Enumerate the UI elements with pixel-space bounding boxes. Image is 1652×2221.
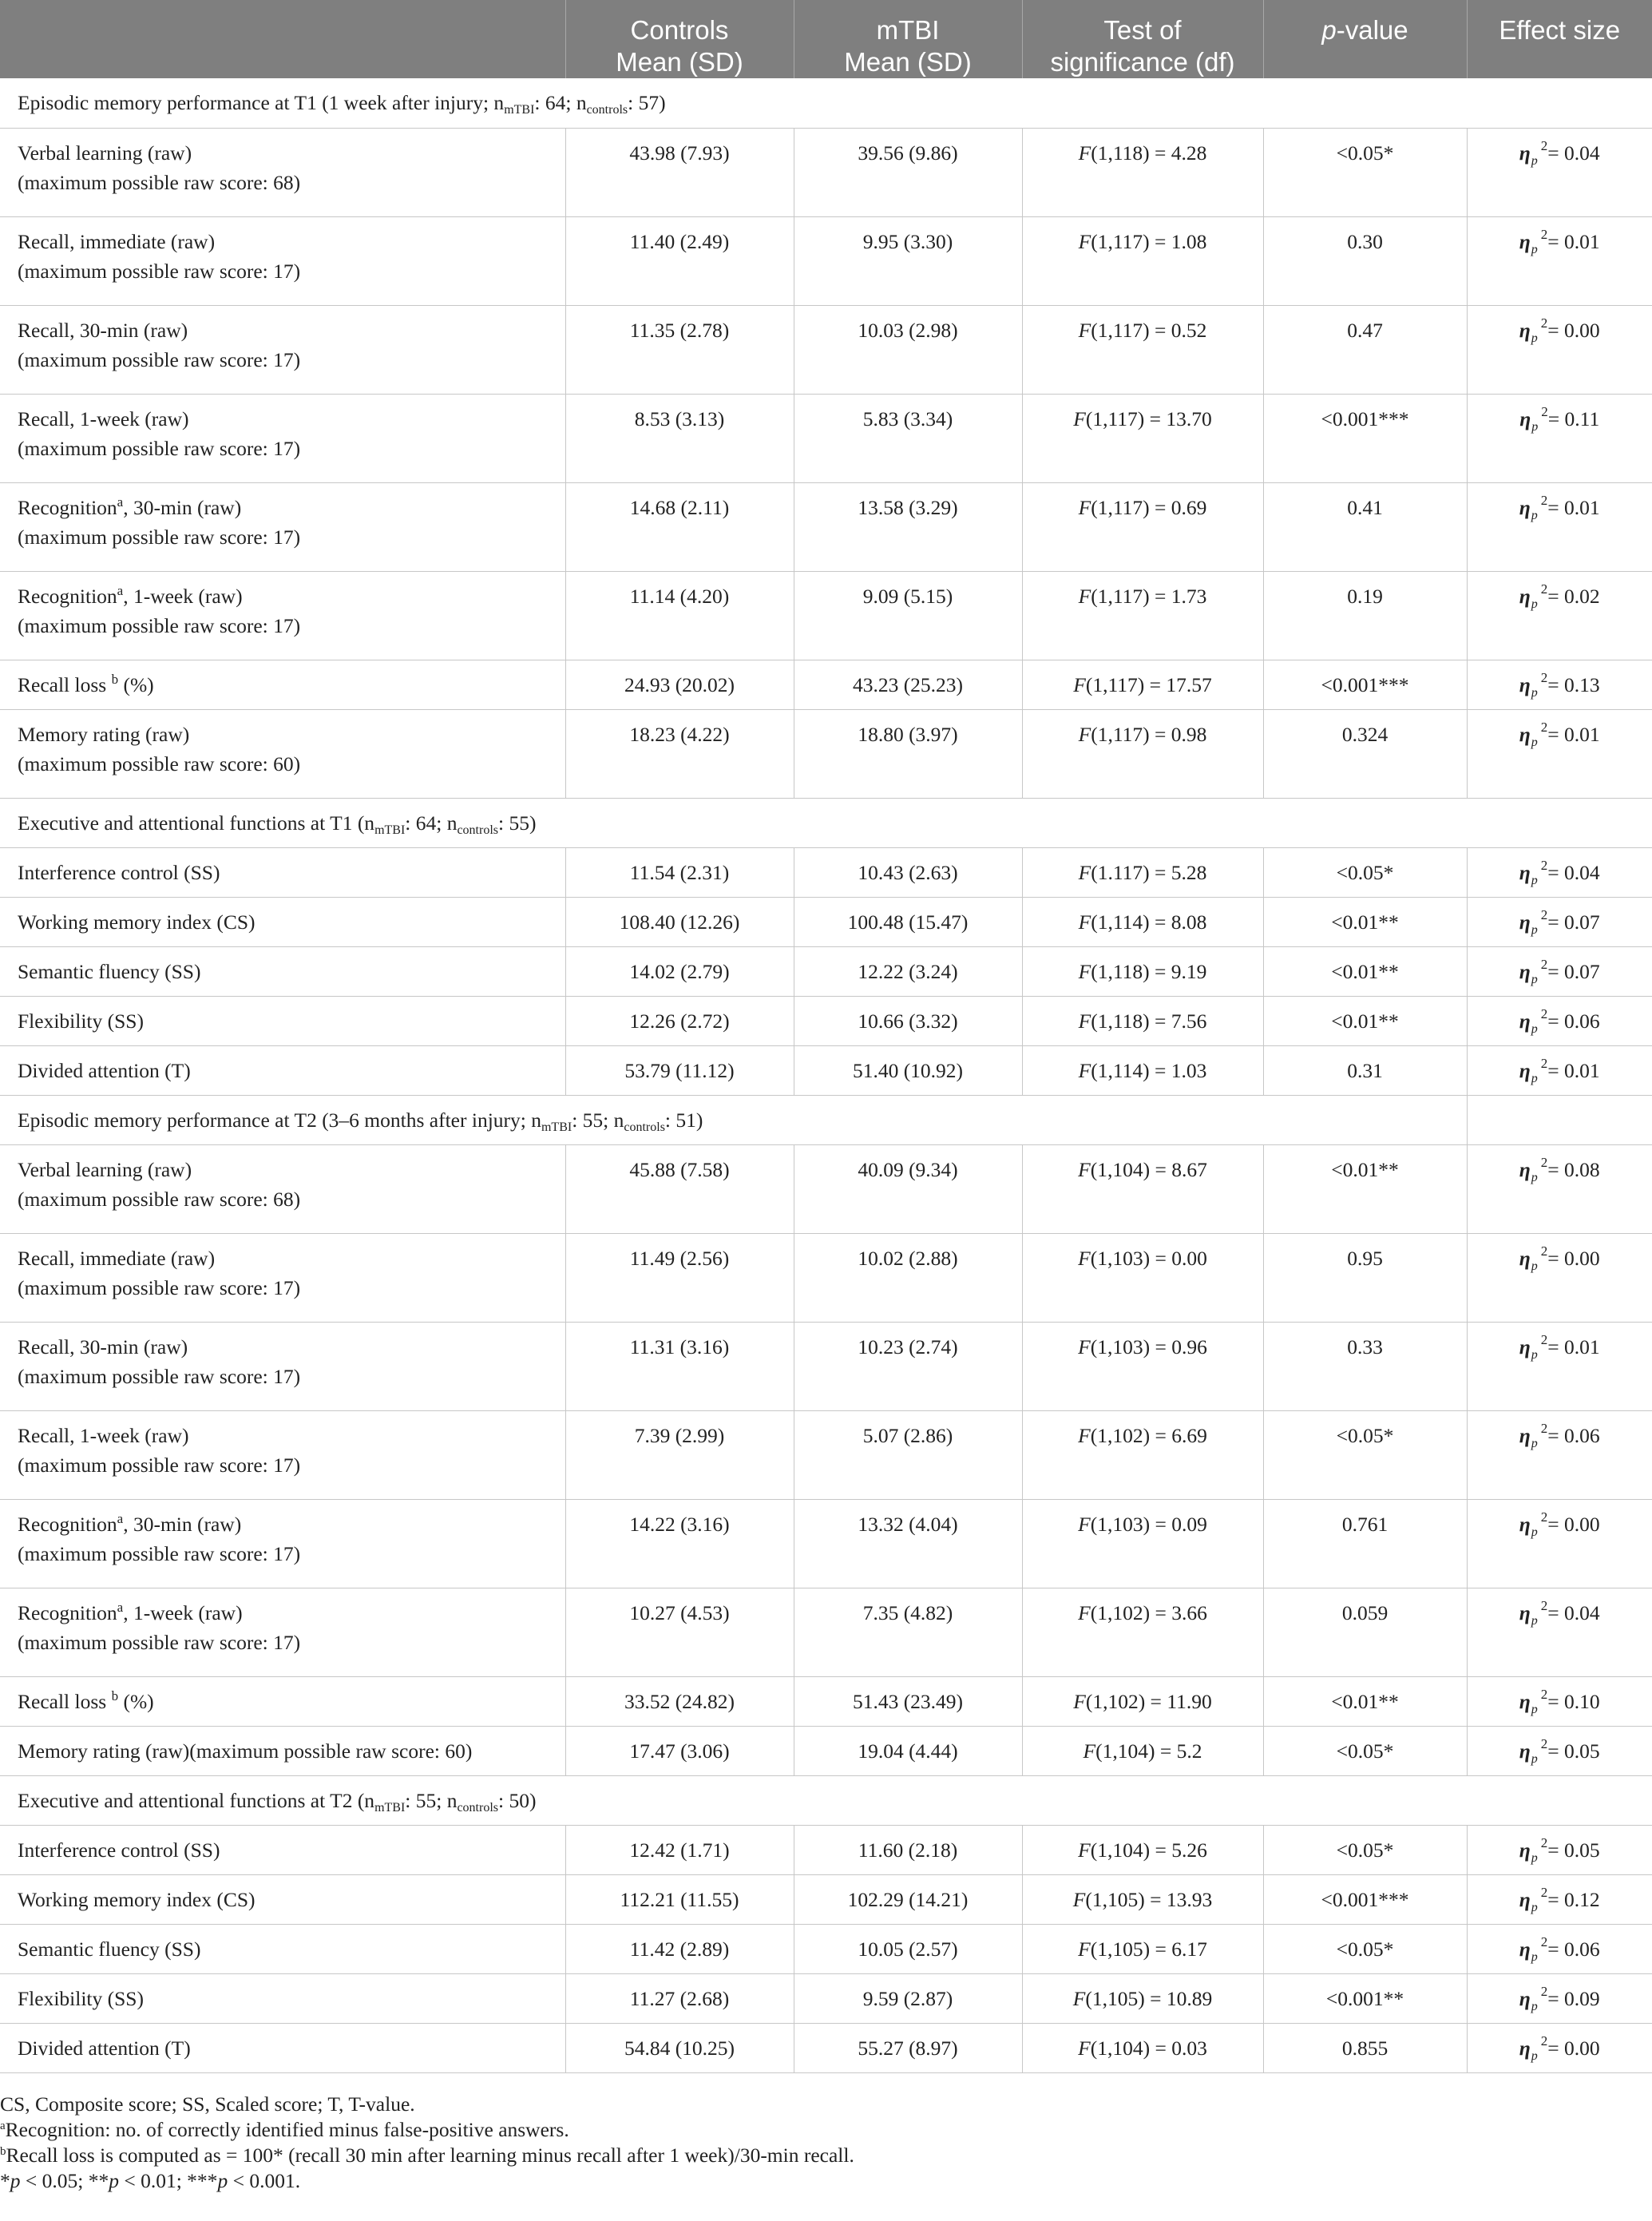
p-value: <0.01** [1263,1676,1467,1726]
table-row [0,1973,1652,2023]
measure-label: Working memory index (CS) [0,897,565,946]
effect-size: $\eta_p^2= 0.11$ [1467,394,1652,482]
p-value: 0.30 [1263,216,1467,305]
p-value: <0.01** [1263,996,1467,1045]
controls-mean-sd: 11.42 (2.89) [565,1924,794,1973]
table-row [0,571,1652,660]
effect-size: $\eta_p^2= 0.04$ [1467,128,1652,216]
table-row [0,1322,1652,1410]
test-of-significance: F(1,117) = 1.73 [1022,571,1263,660]
footnote-a: $^a$Recognition: no. of correctly identified minus false-positive answers. [0,2118,569,2141]
measure-label: Verbal learning (raw) (maximum possible raw score: 68) [0,128,565,216]
controls-mean-sd: 11.35 (2.78) [565,305,794,394]
controls-mean-sd: 33.52 (24.82) [565,1676,794,1726]
header-effect-size: Effect size [1467,0,1652,78]
test-of-significance: F(1,117) = 1.08 [1022,216,1263,305]
p-value: 0.761 [1263,1499,1467,1588]
controls-mean-sd: 54.84 (10.25) [565,2023,794,2072]
measure-label: Recall, immediate (raw) (maximum possible raw score: 17) [0,1233,565,1322]
mtbi-mean-sd: 9.95 (3.30) [794,216,1022,305]
mtbi-mean-sd: 10.02 (2.88) [794,1233,1022,1322]
effect-size: $\eta_p^2= 0.04$ [1467,1588,1652,1676]
test-of-significance: F(1,117) = 17.57 [1022,660,1263,709]
mtbi-mean-sd: 12.22 (3.24) [794,946,1022,996]
table-row [0,1726,1652,1775]
effect-size: $\eta_p^2= 0.00$ [1467,1499,1652,1588]
effect-size: $\eta_p^2= 0.12$ [1467,1874,1652,1924]
mtbi-mean-sd: 19.04 (4.44) [794,1726,1022,1775]
test-of-significance: F(1,118) = 4.28 [1022,128,1263,216]
effect-size: $\eta_p^2= 0.01$ [1467,1045,1652,1095]
section-header-row [0,78,1652,128]
section-header-row [0,1775,1652,1825]
header-p-value: p-value [1263,0,1467,78]
table-row [0,1588,1652,1676]
mtbi-mean-sd: 7.35 (4.82) [794,1588,1022,1676]
controls-mean-sd: 14.02 (2.79) [565,946,794,996]
p-value: <0.01** [1263,946,1467,996]
mtbi-mean-sd: 102.29 (14.21) [794,1874,1022,1924]
mtbi-mean-sd: 10.66 (3.32) [794,996,1022,1045]
table-row [0,1045,1652,1095]
p-value: <0.05* [1263,1825,1467,1874]
controls-mean-sd: 11.40 (2.49) [565,216,794,305]
measure-label: Memory rating (raw) (maximum possible raw score: 60) [0,709,565,798]
controls-mean-sd: 11.54 (2.31) [565,847,794,897]
p-value: 0.95 [1263,1233,1467,1322]
table-row [0,1676,1652,1726]
p-value: 0.19 [1263,571,1467,660]
measure-label: Flexibility (SS) [0,1973,565,2023]
table-row [0,1233,1652,1322]
measure-label: Recognition$^a$, 1-week (raw) (maximum possible raw score: 17) [0,1588,565,1676]
test-of-significance: F(1,103) = 0.00 [1022,1233,1263,1322]
mtbi-mean-sd: 13.32 (4.04) [794,1499,1022,1588]
effect-size: $\eta_p^2= 0.02$ [1467,571,1652,660]
controls-mean-sd: 12.42 (1.71) [565,1825,794,1874]
measure-label: Recall loss $^b$ (%) [0,660,565,709]
table-row [0,847,1652,897]
measure-label: Interference control (SS) [0,847,565,897]
controls-mean-sd: 11.49 (2.56) [565,1233,794,1322]
effect-size: $\eta_p^2= 0.13$ [1467,660,1652,709]
mtbi-mean-sd: 11.60 (2.18) [794,1825,1022,1874]
mtbi-mean-sd: 9.09 (5.15) [794,571,1022,660]
p-value: <0.001*** [1263,394,1467,482]
p-value: <0.01** [1263,1144,1467,1233]
table-row [0,1144,1652,1233]
controls-mean-sd: 43.98 (7.93) [565,128,794,216]
table-body [0,78,1652,2072]
p-value: 0.31 [1263,1045,1467,1095]
test-of-significance: F(1,105) = 13.93 [1022,1874,1263,1924]
measure-label: Recall loss $^b$ (%) [0,1676,565,1726]
test-of-significance: F(1,104) = 8.67 [1022,1144,1263,1233]
section-title: Executive and attentional functions at T2 ($n_{mTBI}$: 55; $n_{controls}$: 50) [0,1775,1652,1825]
controls-mean-sd: 18.23 (4.22) [565,709,794,798]
measure-label: Recognition$^a$, 1-week (raw) (maximum possible raw score: 17) [0,571,565,660]
test-of-significance: F(1,104) = 5.2 [1022,1726,1263,1775]
p-value: 0.41 [1263,482,1467,571]
table-row [0,482,1652,571]
controls-mean-sd: 24.93 (20.02) [565,660,794,709]
measure-label: Memory rating (raw)(maximum possible raw score: 60) [0,1726,565,1775]
p-value: <0.05* [1263,847,1467,897]
section-title: Executive and attentional functions at T1 ($n_{mTBI}$: 64; $n_{controls}$: 55) [0,798,1652,847]
header-mtbi: mTBI Mean (SD) [794,0,1022,78]
controls-mean-sd: 53.79 (11.12) [565,1045,794,1095]
measure-label: Recall, 1-week (raw) (maximum possible raw score: 17) [0,394,565,482]
measure-label: Recall, 30-min (raw) (maximum possible raw score: 17) [0,1322,565,1410]
controls-mean-sd: 11.14 (4.20) [565,571,794,660]
test-of-significance: F(1,118) = 7.56 [1022,996,1263,1045]
table-row [0,1874,1652,1924]
p-value: <0.05* [1263,128,1467,216]
controls-mean-sd: 12.26 (2.72) [565,996,794,1045]
controls-mean-sd: 14.68 (2.11) [565,482,794,571]
test-of-significance: F(1.117) = 5.28 [1022,847,1263,897]
measure-label: Recall, 1-week (raw) (maximum possible raw score: 17) [0,1410,565,1499]
section-header-row [0,1095,1652,1144]
controls-mean-sd: 8.53 (3.13) [565,394,794,482]
section-header-row [0,798,1652,847]
test-of-significance: F(1,117) = 13.70 [1022,394,1263,482]
mtbi-mean-sd: 9.59 (2.87) [794,1973,1022,2023]
measure-label: Divided attention (T) [0,2023,565,2072]
p-value: <0.01** [1263,897,1467,946]
mtbi-mean-sd: 39.56 (9.86) [794,128,1022,216]
controls-mean-sd: 10.27 (4.53) [565,1588,794,1676]
effect-size: $\eta_p^2= 0.04$ [1467,847,1652,897]
controls-mean-sd: 11.27 (2.68) [565,1973,794,2023]
mtbi-mean-sd: 13.58 (3.29) [794,482,1022,571]
table-row [0,897,1652,946]
p-value: <0.001*** [1263,1874,1467,1924]
header-label-column [0,0,565,78]
test-of-significance: F(1,117) = 0.98 [1022,709,1263,798]
test-of-significance: F(1,103) = 0.96 [1022,1322,1263,1410]
controls-mean-sd: 17.47 (3.06) [565,1726,794,1775]
table-row [0,128,1652,216]
section-title-blank-cell [1467,1095,1652,1144]
mtbi-mean-sd: 51.43 (23.49) [794,1676,1022,1726]
measure-label: Recognition$^a$, 30-min (raw) (maximum possible raw score: 17) [0,482,565,571]
measure-label: Interference control (SS) [0,1825,565,1874]
p-value: 0.33 [1263,1322,1467,1410]
measure-label: Recognition$^a$, 30-min (raw) (maximum possible raw score: 17) [0,1499,565,1588]
table-row [0,1924,1652,1973]
test-of-significance: F(1,104) = 5.26 [1022,1825,1263,1874]
footnote-b: $^b$Recall loss is computed as = 100* (recall 30 min after learning minus recall after 1 week)/30-min recall. [0,2144,854,2167]
effect-size: $\eta_p^2= 0.08$ [1467,1144,1652,1233]
table-row [0,1825,1652,1874]
test-of-significance: F(1,118) = 9.19 [1022,946,1263,996]
test-of-significance: F(1,104) = 0.03 [1022,2023,1263,2072]
measure-label: Semantic fluency (SS) [0,1924,565,1973]
mtbi-mean-sd: 40.09 (9.34) [794,1144,1022,1233]
controls-mean-sd: 11.31 (3.16) [565,1322,794,1410]
section-title: Episodic memory performance at T1 (1 week after injury; $n_{mTBI}$: 64; $n_{controls}$: 57) [0,78,1652,128]
table-row [0,946,1652,996]
effect-size: $\eta_p^2= 0.07$ [1467,897,1652,946]
test-of-significance: F(1,105) = 6.17 [1022,1924,1263,1973]
footnote-significance: *p < 0.05; **p < 0.01; ***p < 0.001. [0,2169,301,2192]
mtbi-mean-sd: 18.80 (3.97) [794,709,1022,798]
p-value: 0.47 [1263,305,1467,394]
effect-size: $\eta_p^2= 0.06$ [1467,1924,1652,1973]
controls-mean-sd: 112.21 (11.55) [565,1874,794,1924]
effect-size: $\eta_p^2= 0.09$ [1467,1973,1652,2023]
effect-size: $\eta_p^2= 0.10$ [1467,1676,1652,1726]
effect-size: $\eta_p^2= 0.00$ [1467,1233,1652,1322]
table-row [0,709,1652,798]
p-value: 0.324 [1263,709,1467,798]
effect-size: $\eta_p^2= 0.05$ [1467,1726,1652,1775]
test-of-significance: F(1,102) = 3.66 [1022,1588,1263,1676]
p-value: <0.05* [1263,1410,1467,1499]
table-row [0,660,1652,709]
effect-size: $\eta_p^2= 0.06$ [1467,996,1652,1045]
test-of-significance: F(1,103) = 0.09 [1022,1499,1263,1588]
mtbi-mean-sd: 51.40 (10.92) [794,1045,1022,1095]
measure-label: Semantic fluency (SS) [0,946,565,996]
p-value: <0.05* [1263,1726,1467,1775]
controls-mean-sd: 108.40 (12.26) [565,897,794,946]
test-of-significance: F(1,117) = 0.52 [1022,305,1263,394]
controls-mean-sd: 45.88 (7.58) [565,1144,794,1233]
effect-size: $\eta_p^2= 0.01$ [1467,216,1652,305]
mtbi-mean-sd: 5.83 (3.34) [794,394,1022,482]
table-row [0,305,1652,394]
header-test-of-significance: Test of significance (df) [1022,0,1263,78]
measure-label: Recall, 30-min (raw) (maximum possible raw score: 17) [0,305,565,394]
table-row [0,2023,1652,2072]
header-controls: Controls Mean (SD) [565,0,794,78]
controls-mean-sd: 14.22 (3.16) [565,1499,794,1588]
p-value: <0.001** [1263,1973,1467,2023]
table-row [0,216,1652,305]
effect-size: $\eta_p^2= 0.00$ [1467,2023,1652,2072]
test-of-significance: F(1,102) = 11.90 [1022,1676,1263,1726]
p-value: 0.855 [1263,2023,1467,2072]
mtbi-mean-sd: 10.23 (2.74) [794,1322,1022,1410]
effect-size: $\eta_p^2= 0.01$ [1467,1322,1652,1410]
table-footnotes [0,2092,1652,2195]
mtbi-mean-sd: 10.43 (2.63) [794,847,1022,897]
test-of-significance: F(1,102) = 6.69 [1022,1410,1263,1499]
table-row [0,996,1652,1045]
test-of-significance: F(1,114) = 1.03 [1022,1045,1263,1095]
effect-size: $\eta_p^2= 0.07$ [1467,946,1652,996]
mtbi-mean-sd: 10.03 (2.98) [794,305,1022,394]
mtbi-mean-sd: 10.05 (2.57) [794,1924,1022,1973]
effect-size: $\eta_p^2= 0.01$ [1467,709,1652,798]
table-header-row [0,0,1652,78]
table-row [0,394,1652,482]
mtbi-mean-sd: 55.27 (8.97) [794,2023,1022,2072]
measure-label: Verbal learning (raw) (maximum possible raw score: 68) [0,1144,565,1233]
p-value: <0.001*** [1263,660,1467,709]
effect-size: $\eta_p^2= 0.00$ [1467,305,1652,394]
effect-size: $\eta_p^2= 0.01$ [1467,482,1652,571]
mtbi-mean-sd: 5.07 (2.86) [794,1410,1022,1499]
table-row [0,1499,1652,1588]
section-title: Episodic memory performance at T2 (3–6 months after injury; $n_{mTBI}$: 55; $n_{controls}$: 51) [0,1095,1467,1144]
measure-label: Divided attention (T) [0,1045,565,1095]
measure-label: Flexibility (SS) [0,996,565,1045]
measure-label: Working memory index (CS) [0,1874,565,1924]
footnote-abbreviations: CS, Composite score; SS, Scaled score; T, T-value. [0,2092,415,2116]
table-row [0,1410,1652,1499]
controls-mean-sd: 7.39 (2.99) [565,1410,794,1499]
effect-size: $\eta_p^2= 0.05$ [1467,1825,1652,1874]
test-of-significance: F(1,114) = 8.08 [1022,897,1263,946]
test-of-significance: F(1,117) = 0.69 [1022,482,1263,571]
mtbi-mean-sd: 43.23 (25.23) [794,660,1022,709]
test-of-significance: F(1,105) = 10.89 [1022,1973,1263,2023]
p-value: <0.05* [1263,1924,1467,1973]
mtbi-mean-sd: 100.48 (15.47) [794,897,1022,946]
effect-size: $\eta_p^2= 0.06$ [1467,1410,1652,1499]
p-value: 0.059 [1263,1588,1467,1676]
measure-label: Recall, immediate (raw) (maximum possible raw score: 17) [0,216,565,305]
